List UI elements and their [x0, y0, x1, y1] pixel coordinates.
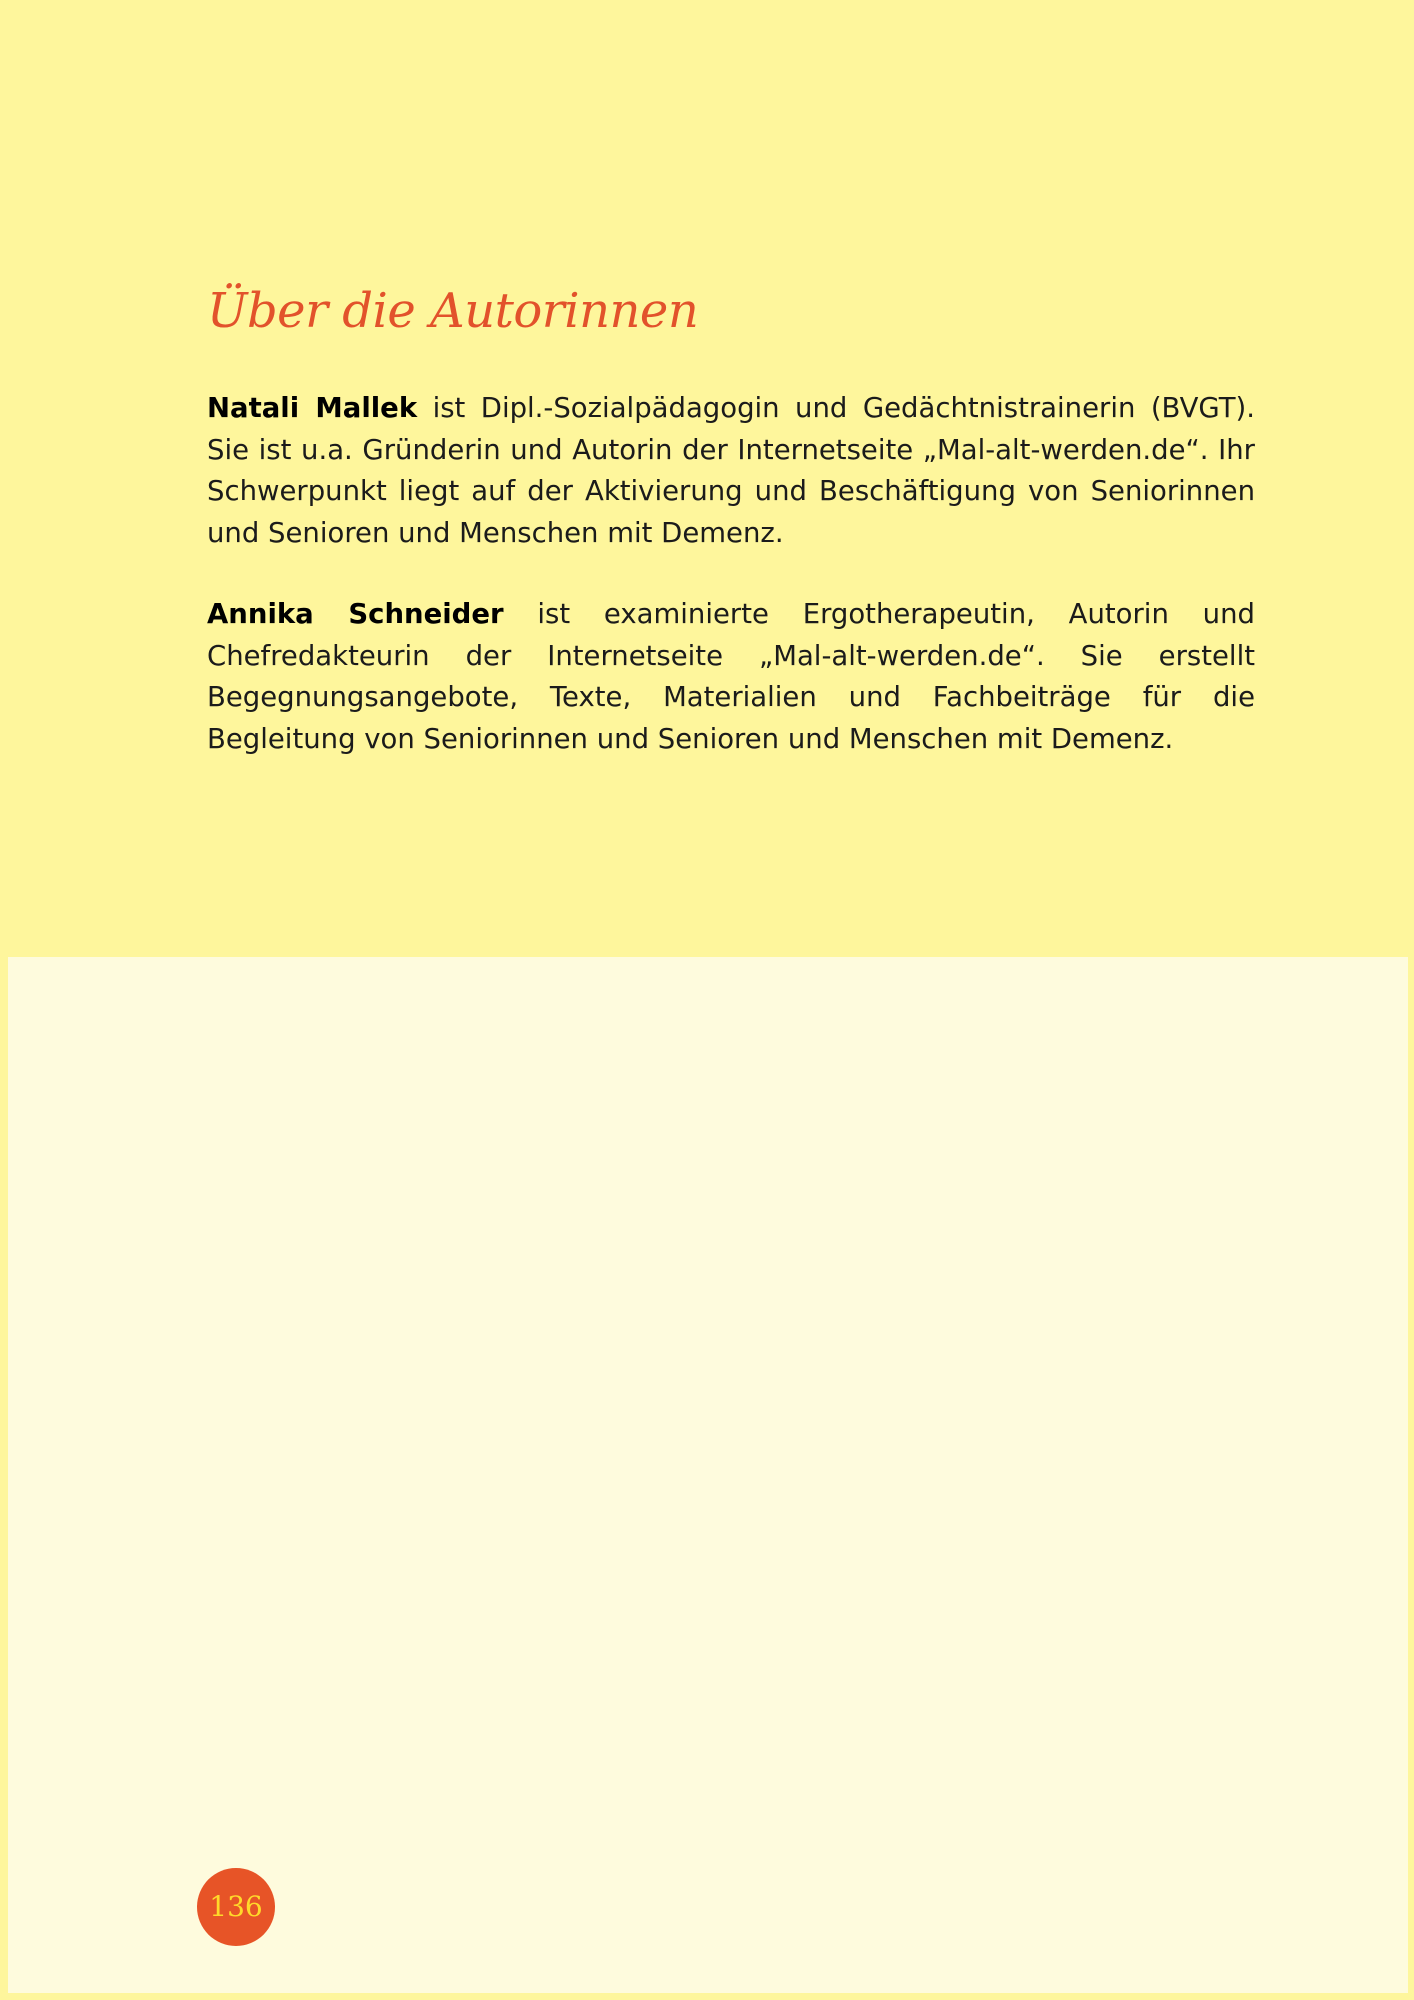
- page-number-badge: 136: [197, 1868, 275, 1946]
- author-bio-annika-schneider: [207, 594, 1255, 760]
- author-name: Natali Mallek: [207, 392, 418, 424]
- author-bio-text: ist Dipl.-Sozialpädagogin und Gedächtnistrainerin (BVGT). Sie ist u.a. Gründerin und Autorin der Internetseite „Mal-alt-werden.de“. Ihr Schwerpunkt liegt auf der Aktivierung und Beschäftigung von Seniorinnen und Senioren und Menschen mit Demenz.: [207, 392, 1255, 549]
- author-name: Annika Schneider: [207, 598, 504, 630]
- lower-blank-panel: [8, 957, 1408, 1993]
- page-title: Über die Autorinnen: [207, 283, 699, 339]
- author-bio-text: ist examinierte Ergotherapeutin, Autorin und Chefredakteurin der Internetseite „Mal-alt-werden.de“. Sie erstellt Begegnungsangebote, Texte, Materialien und Fachbeiträge für die Begleitung von Seniorinnen und Senioren und Menschen mit Demenz.: [207, 598, 1255, 755]
- author-bio-natali-mallek: [207, 388, 1255, 554]
